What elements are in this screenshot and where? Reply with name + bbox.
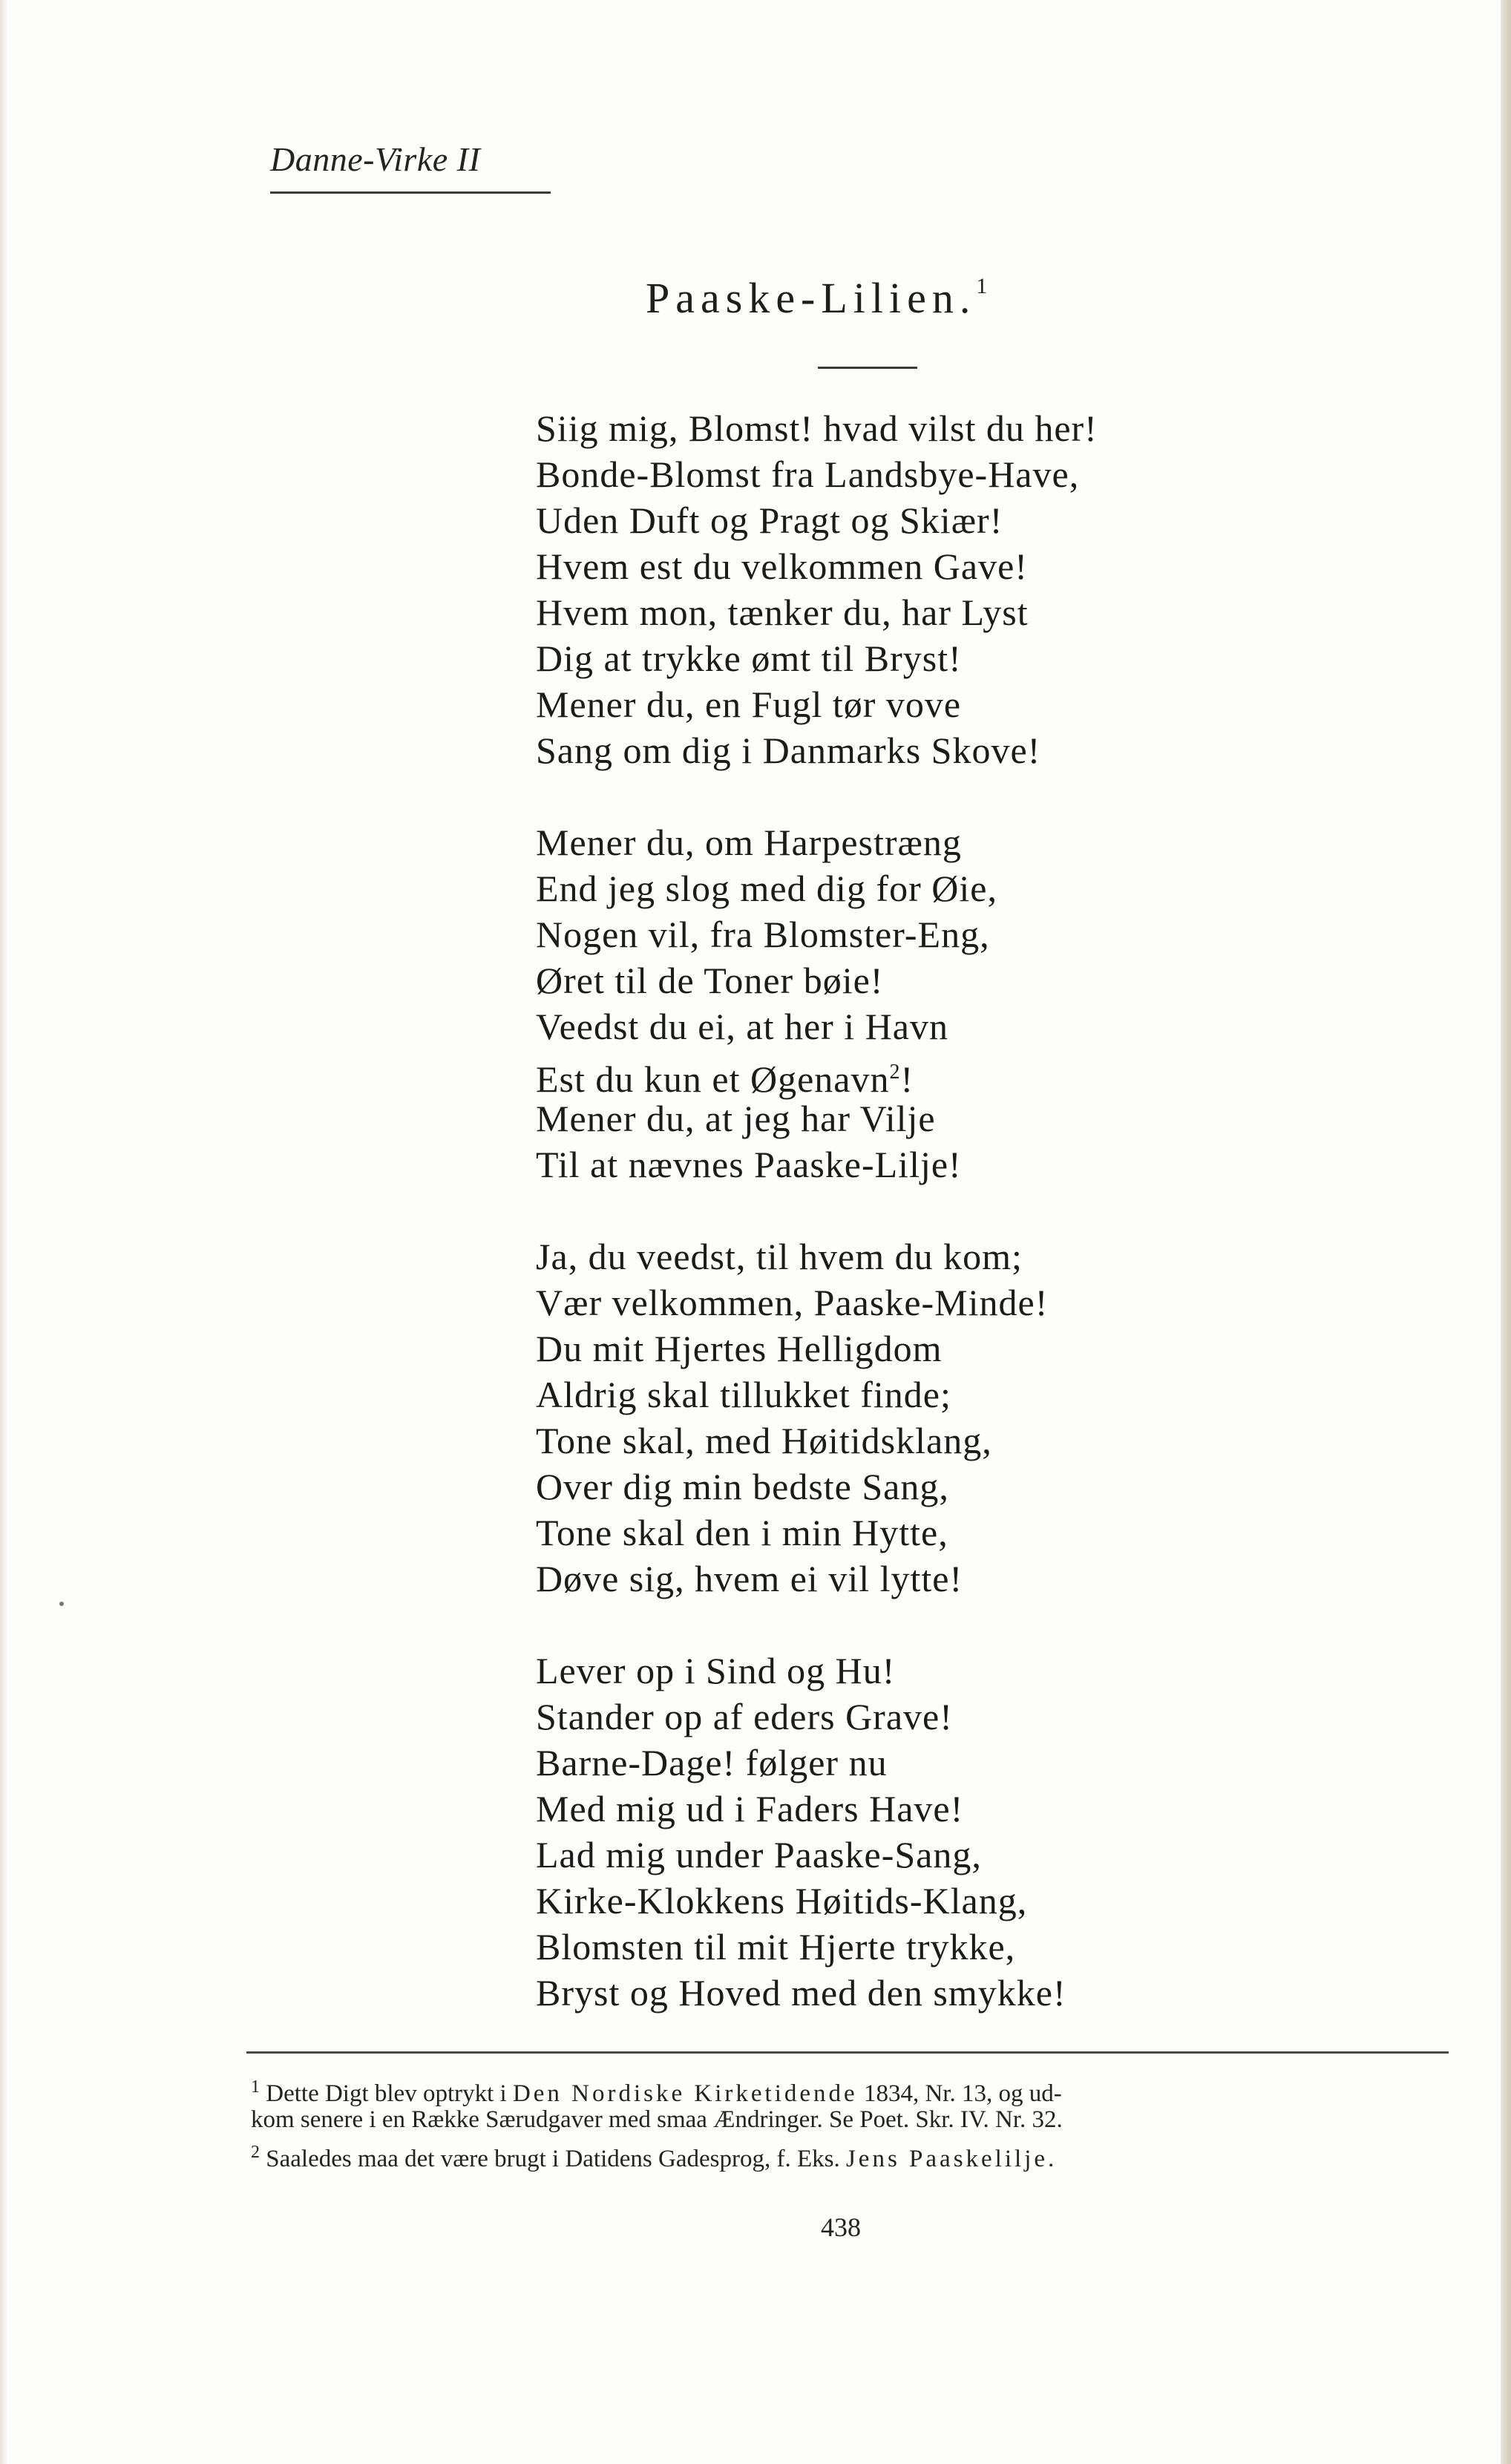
poem-line: Ja, du veedst, til hvem du kom; <box>536 1236 1023 1277</box>
running-head-rule <box>270 191 551 194</box>
poem-line: Mener du, om Harpestræng <box>536 822 962 863</box>
poem-line: Nogen vil, fra Blomster-Eng, <box>536 914 990 955</box>
title-rule <box>818 367 917 369</box>
footnote-1-mark: 1 <box>251 2077 260 2097</box>
title-footnote-ref: 1 <box>976 274 988 298</box>
footnote-text: 1834, Nr. 13, og ud- <box>857 2080 1062 2107</box>
poem-line-punctuation: ! <box>900 1058 914 1100</box>
poem-line: Sang om dig i Danmarks Skove! <box>536 730 1041 771</box>
poem-line: Lever op i Sind og Hu! <box>536 1650 896 1691</box>
poem-line: Barne-Dage! følger nu <box>536 1742 888 1783</box>
footnote-spaced-text: Den Nordiske Kirketidende <box>512 2080 858 2107</box>
running-head: Danne-Virke II <box>270 140 481 178</box>
poem-title-text: Paaske-Lilien. <box>646 274 977 322</box>
poem-line: Tone skal den i min Hytte, <box>536 1512 948 1553</box>
poem-line: Til at nævnes Paaske-Lilje! <box>536 1144 962 1185</box>
poem-line: Mener du, en Fugl tør vove <box>536 684 962 725</box>
poem-line: Døve sig, hvem ei vil lytte! <box>536 1558 963 1599</box>
poem-line: Dig at trykke ømt til Bryst! <box>536 638 962 679</box>
footnote-2 <box>251 2136 1449 2172</box>
poem-line: Hvem mon, tænker du, har Lyst <box>536 592 1029 633</box>
poem-line: Uden Duft og Pragt og Skiær! <box>536 499 1003 541</box>
stanza-4 <box>536 1648 1278 2016</box>
poem-line: Vær velkommen, Paaske-Minde! <box>536 1282 1049 1323</box>
poem-line: Øret til de Toner bøie! <box>536 960 884 1001</box>
inline-footnote-ref: 2 <box>889 1061 901 1084</box>
footnotes <box>251 2071 1449 2172</box>
footnote-1-line-2: kom senere i en Række Særudgaver med smaa Ændringer. Se Poet. Skr. IV. Nr. 32. <box>251 2106 1063 2133</box>
footnote-text: . <box>1048 2146 1055 2172</box>
poem-line: Hvem est du velkommen Gave! <box>536 545 1028 587</box>
poem-line: Du mit Hjertes Helligdom <box>536 1328 943 1369</box>
page-right-edge <box>1501 0 1511 2464</box>
poem-line: Aldrig skal tillukket finde; <box>536 1374 951 1415</box>
footnote-text: Dette Digt blev optrykt i <box>266 2080 513 2107</box>
poem-line: Stander op af eders Grave! <box>536 1696 953 1737</box>
poem-line: Bryst og Hoved med den smykke! <box>536 1972 1066 2014</box>
poem-line: Over dig min bedste Sang, <box>536 1466 949 1507</box>
poem-line: Mener du, at jeg har Vilje <box>536 1098 936 1139</box>
poem-line: Blomsten til mit Hjerte trykke, <box>536 1926 1016 1967</box>
footnote-2-mark: 2 <box>251 2143 260 2162</box>
poem-line: Veedst du ei, at her i Havn <box>536 1006 949 1047</box>
footnote-1-line-1 <box>251 2071 1449 2107</box>
footnote-rule <box>246 2051 1449 2054</box>
paper-speck <box>59 1602 64 1606</box>
poem-line: Siig mig, Blomst! hvad vilst du her! <box>536 407 1098 449</box>
stanza-2 <box>536 819 1278 1187</box>
footnote-text: Saaledes maa det være brugt i Datidens Gadesprog, f. Eks. <box>266 2146 846 2172</box>
page-left-edge <box>0 0 7 2464</box>
poem-line: End jeg slog med dig for Øie, <box>536 868 997 909</box>
poem-body <box>536 405 1278 2062</box>
poem-line-text: Est du kun et Øgenavn <box>536 1058 890 1100</box>
poem-line: Lad mig under Paaske-Sang, <box>536 1834 982 1875</box>
poem-line: Tone skal, med Høitidsklang, <box>536 1420 992 1461</box>
page-number: 438 <box>821 2212 861 2242</box>
poem-line: Med mig ud i Faders Have! <box>536 1788 964 1829</box>
footnote-spaced-text: Jens Paaskelilje <box>845 2146 1049 2172</box>
poem-line: Bonde-Blomst fra Landsbye-Have, <box>536 453 1080 495</box>
poem-title <box>646 273 987 323</box>
stanza-3 <box>536 1233 1278 1602</box>
poem-line: Kirke-Klokkens Høitids-Klang, <box>536 1880 1028 1921</box>
stanza-1 <box>536 405 1278 773</box>
poem-line-with-note <box>536 1049 1278 1100</box>
